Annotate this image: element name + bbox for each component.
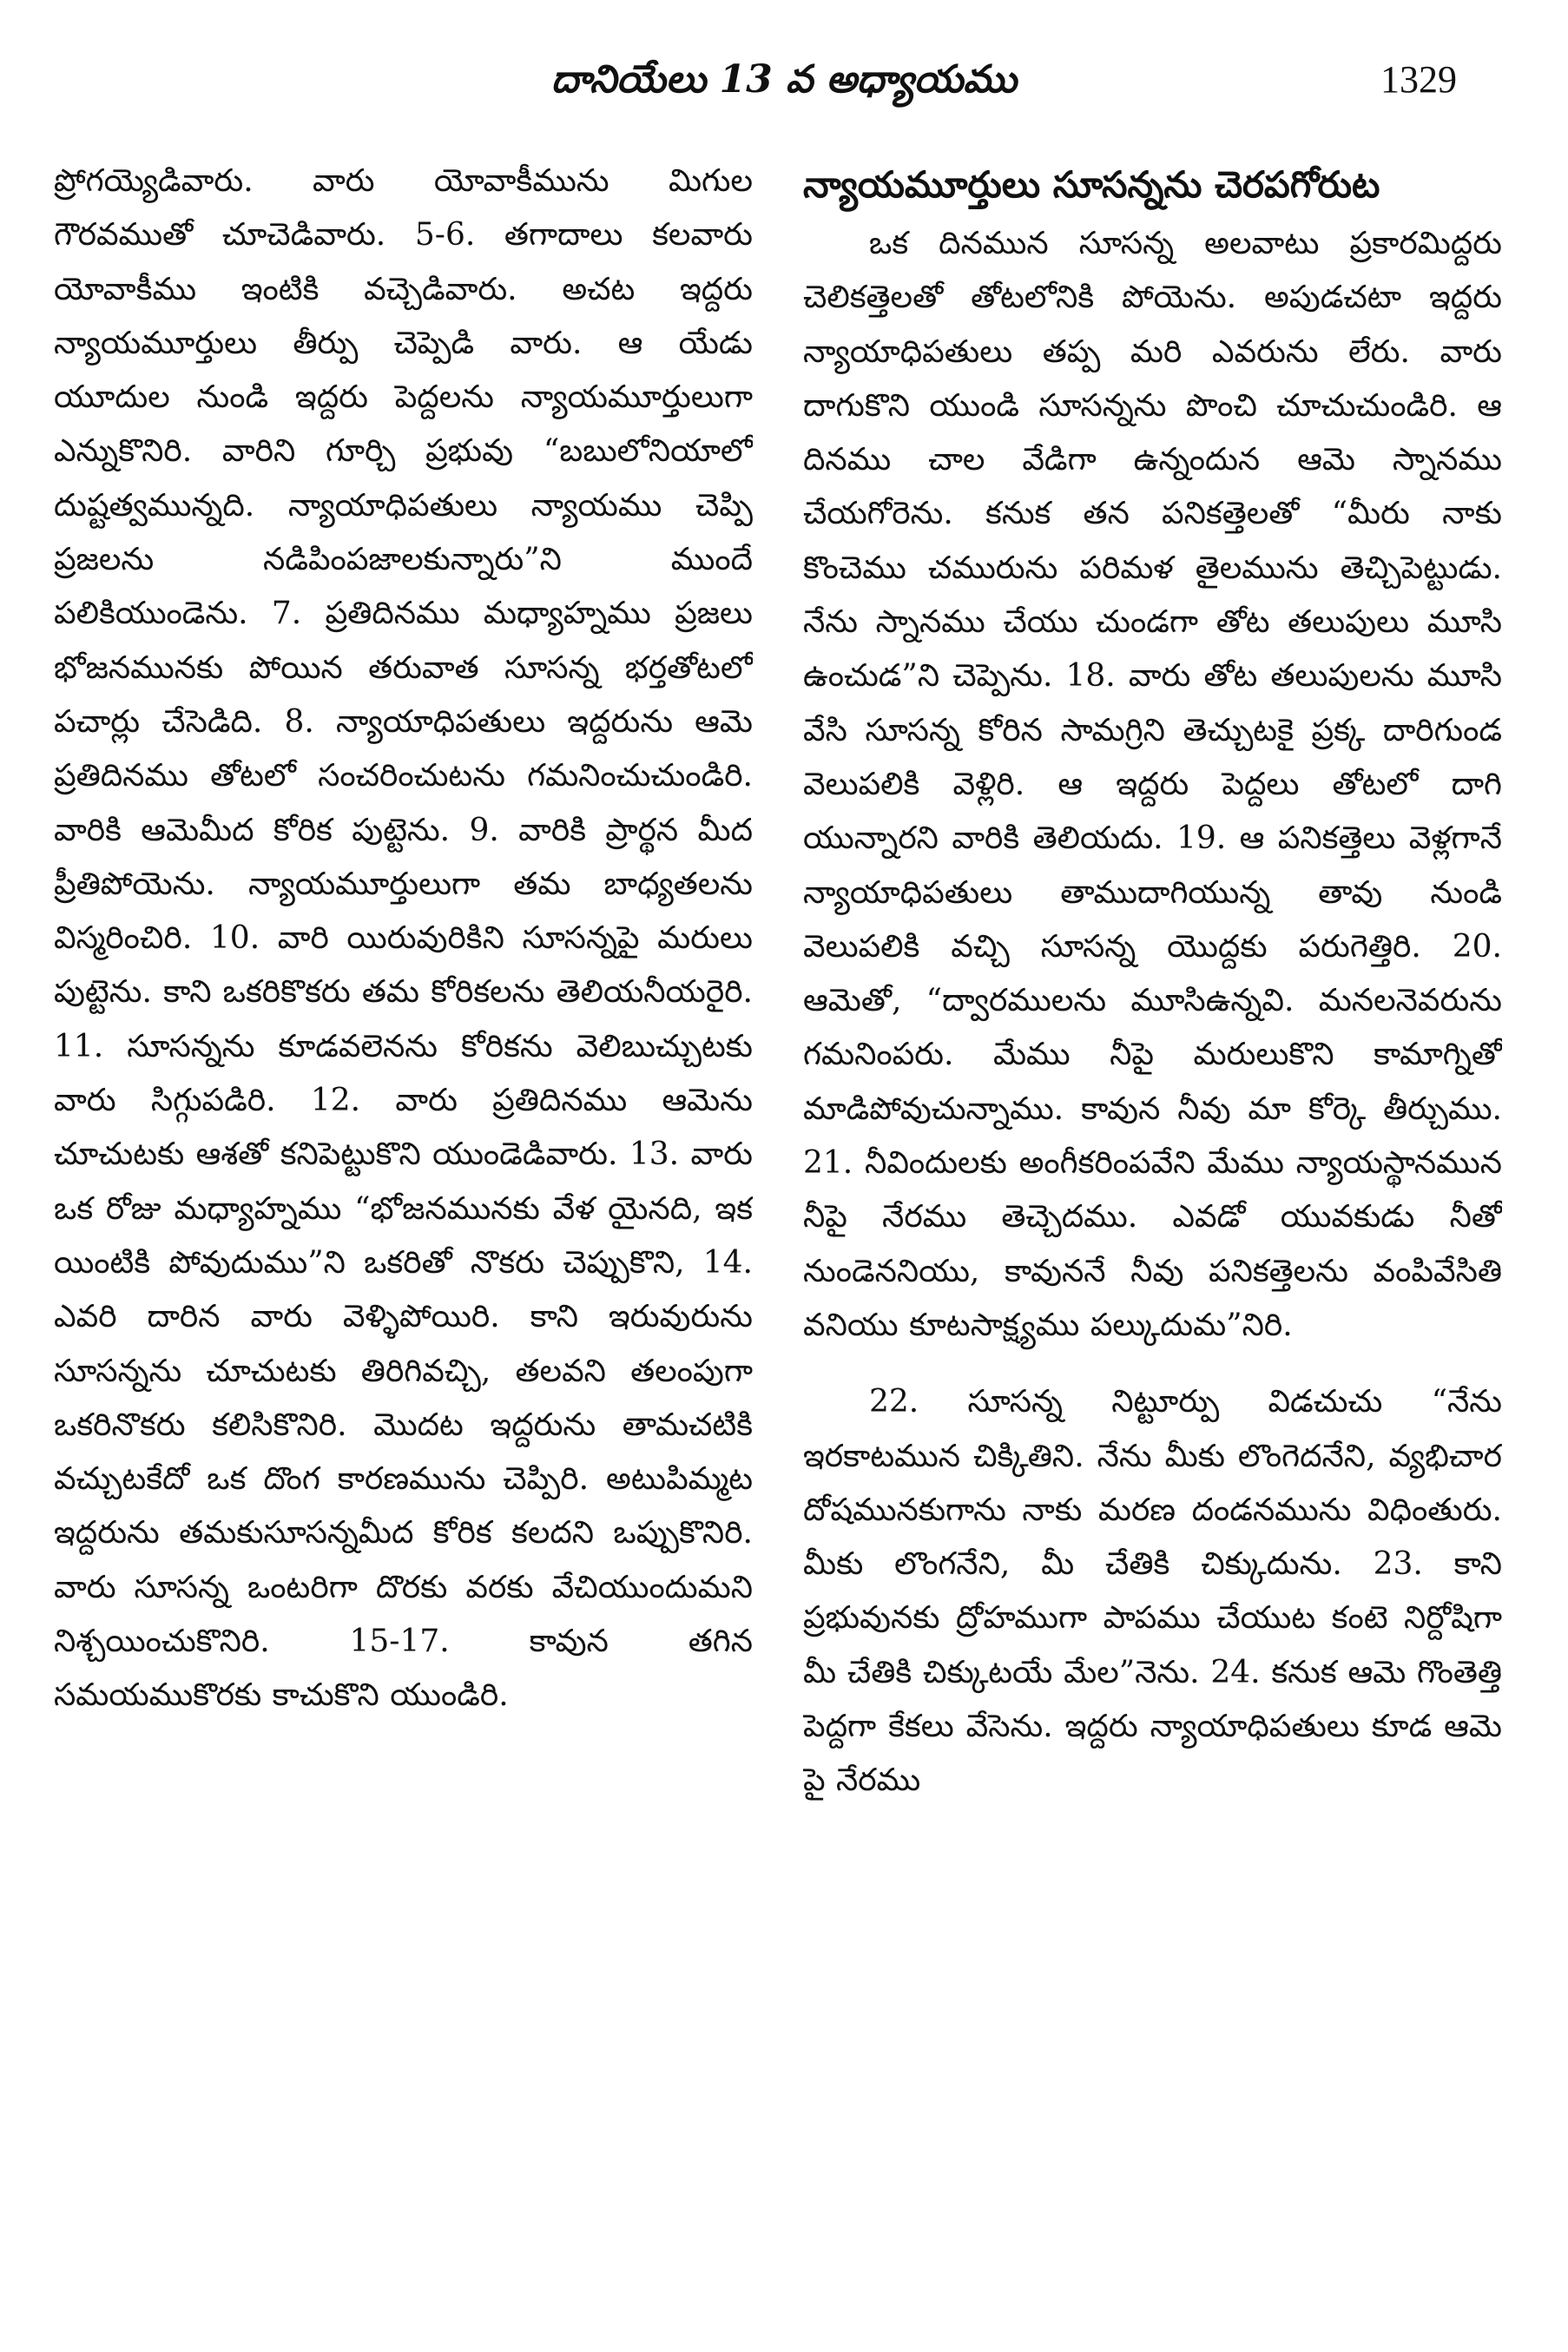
right-column [803,155,1502,2308]
body-paragraph: 22. సూసన్న నిట్టూర్పు విడచుచు “నేను ఇరకాటమున చిక్కితిని. నేను మీకు లొంగెదనేని, వ్యభిచార దోషమునకుగాను నాకు మరణ దండనమును విధింతురు. మీకు లొంగనేని, మీ చేతికి చిక్కుదును. 23. కాని ప్రభువునకు ద్రోహముగా పాపము చేయుట కంటె నిర్దోషిగా మీ చేతికి చిక్కుటయే మేల”నెను. 24. కనుక ఆమె గొంతెత్తి పెద్దగా కేకలు వేసెను. ఇద్దరు న్యాయాధిపతులు కూడ ఆమె పై నేరము [803,1384,1502,1799]
chapter-title: దానియేలు 13 వ అధ్యాయము [550,57,1018,102]
body-paragraph: ప్రోగయ్యెడివారు. వారు యోవాకీమును మిగుల గౌరవముతో చూచెడివారు. 5-6. తగాదాలు కలవారు యోవాకీము ఇంటికి వచ్చెడివారు. అచట ఇద్దరు న్యాయమూర్తులు తీర్పు చెప్పెడి వారు. ఆ యేడు యూదుల నుండి ఇద్దరు పెద్దలను న్యాయమూర్తులుగా ఎన్నుకొనిరి. వారిని గూర్చి ప్రభువు “బబులోనియాలో దుష్టత్వమున్నది. న్యాయాధిపతులు న్యాయము చెప్పి ప్రజలను నడిపింపజాలకున్నారు”ని ముందే పలికియుండెను. 7. ప్రతిదినము మధ్యాహ్నము ప్రజలు భోజనమునకు పోయిన తరువాత సూసన్న భర్తతోటలో పచార్లు చేసెడిది. 8. న్యాయాధిపతులు ఇద్దరును ఆమె ప్రతిదినము తోటలో సంచరించుటను గమనించుచుండిరి. వారికి ఆమెమీద కోరిక పుట్టెను. 9. వారికి ప్రార్థన మీద ప్రీతిపోయెను. న్యాయమూర్తులుగా తమ బాధ్యతలను విస్మరించిరి. 10. వారి యిరువురికిని సూసన్నపై మరులు పుట్టెను. కాని ఒకరికొకరు తమ కోరికలను తెలియనీయరైరి. 11. సూసన్నను కూడవలెనను కోరికను వెలిబుచ్చుటకు వారు సిగ్గుపడిరి. 12. వారు ప్రతిదినము ఆమెను చూచుటకు ఆశతో కనిపెట్టుకొని యుండెడివారు. 13. వారు ఒక రోజు మధ్యాహ్నము “భోజనమునకు వేళ యైనది, ఇక యింటికి పోవుదుము”ని ఒకరితో నొకరు చెప్పుకొని, 14. ఎవరి దారిన వారు వెళ్ళిపోయిరి. కాని ఇరువురును సూసన్నను చూచుటకు తిరిగివచ్చి, తలవని తలంపుగా ఒకరినొకరు కలిసికొనిరి. మొదట ఇద్దరును తామచటికి వచ్చుటకేదో ఒక దొంగ కారణమును చెప్పిరి. అటుపిమ్మట ఇద్దరును తమకుసూసన్నమీద కోరిక కలదని ఒప్పుకొనిరి. వారు సూసన్న ఒంటరిగా దొరకు వరకు వేచియుందుమని నిశ్చయించుకొనిరి. 15-17. కావున తగిన సమయముకొరకు కాచుకొని యుండిరి. [54,163,753,1714]
left-column [54,155,753,2308]
section-heading: న్యాయమూర్తులు సూసన్నను చెరపగోరుట [803,163,1380,206]
page-number: 1329 [1380,58,1457,101]
running-header [0,45,1568,115]
body-paragraph: ఒక దినమున సూసన్న అలవాటు ప్రకారమిద్దరు చెలికత్తెలతో తోటలోనికి పోయెను. అపుడచటా ఇద్దరు న్యాయాధిపతులు తప్ప మరి ఎవరును లేరు. వారు దాగుకొని యుండి సూసన్నను పొంచి చూచుచుండిరి. ఆ దినము చాల వేడిగా ఉన్నందున ఆమె స్నానము చేయగోరెను. కనుక తన పనికత్తెలతో “మీరు నాకు కొంచెము చమురును పరిమళ తైలమును తెచ్చిపెట్టుడు. నేను స్నానము చేయు చుండగా తోట తలుపులు మూసి ఉంచుడ”ని చెప్పెను. 18. వారు తోట తలుపులను మూసి వేసి సూసన్న కోరిన సామగ్రిని తెచ్చుటకై ప్రక్క దారిగుండ వెలుపలికి వెళ్లిరి. ఆ ఇద్దరు పెద్దలు తోటలో దాగి యున్నారని వారికి తెలియదు. 19. ఆ పనికత్తెలు వెళ్లగానే న్యాయాధిపతులు తాముదాగియున్న తావు నుండి వెలుపలికి వచ్చి సూసన్న యొద్దకు పరుగెత్తిరి. 20. ఆమెతో, “ద్వారములను మూసిఉన్నవి. మనలనెవరును గమనింపరు. మేము నీపై మరులుకొని కామాగ్నితో మాడిపోవుచున్నాము. కావున నీవు మా కోర్కె తీర్చుము. 21. నీవిందులకు అంగీకరింపవేని మేము న్యాయస్థానమున నీపై నేరము తెచ్చెదము. ఎవడో యువకుడు నీతో నుండెననియు, కావుననే నీవు పనికత్తెలను వంపివేసితి వనియు కూటసాక్ష్యము పల్కుదుమ”నిరి. [803,226,1502,1343]
